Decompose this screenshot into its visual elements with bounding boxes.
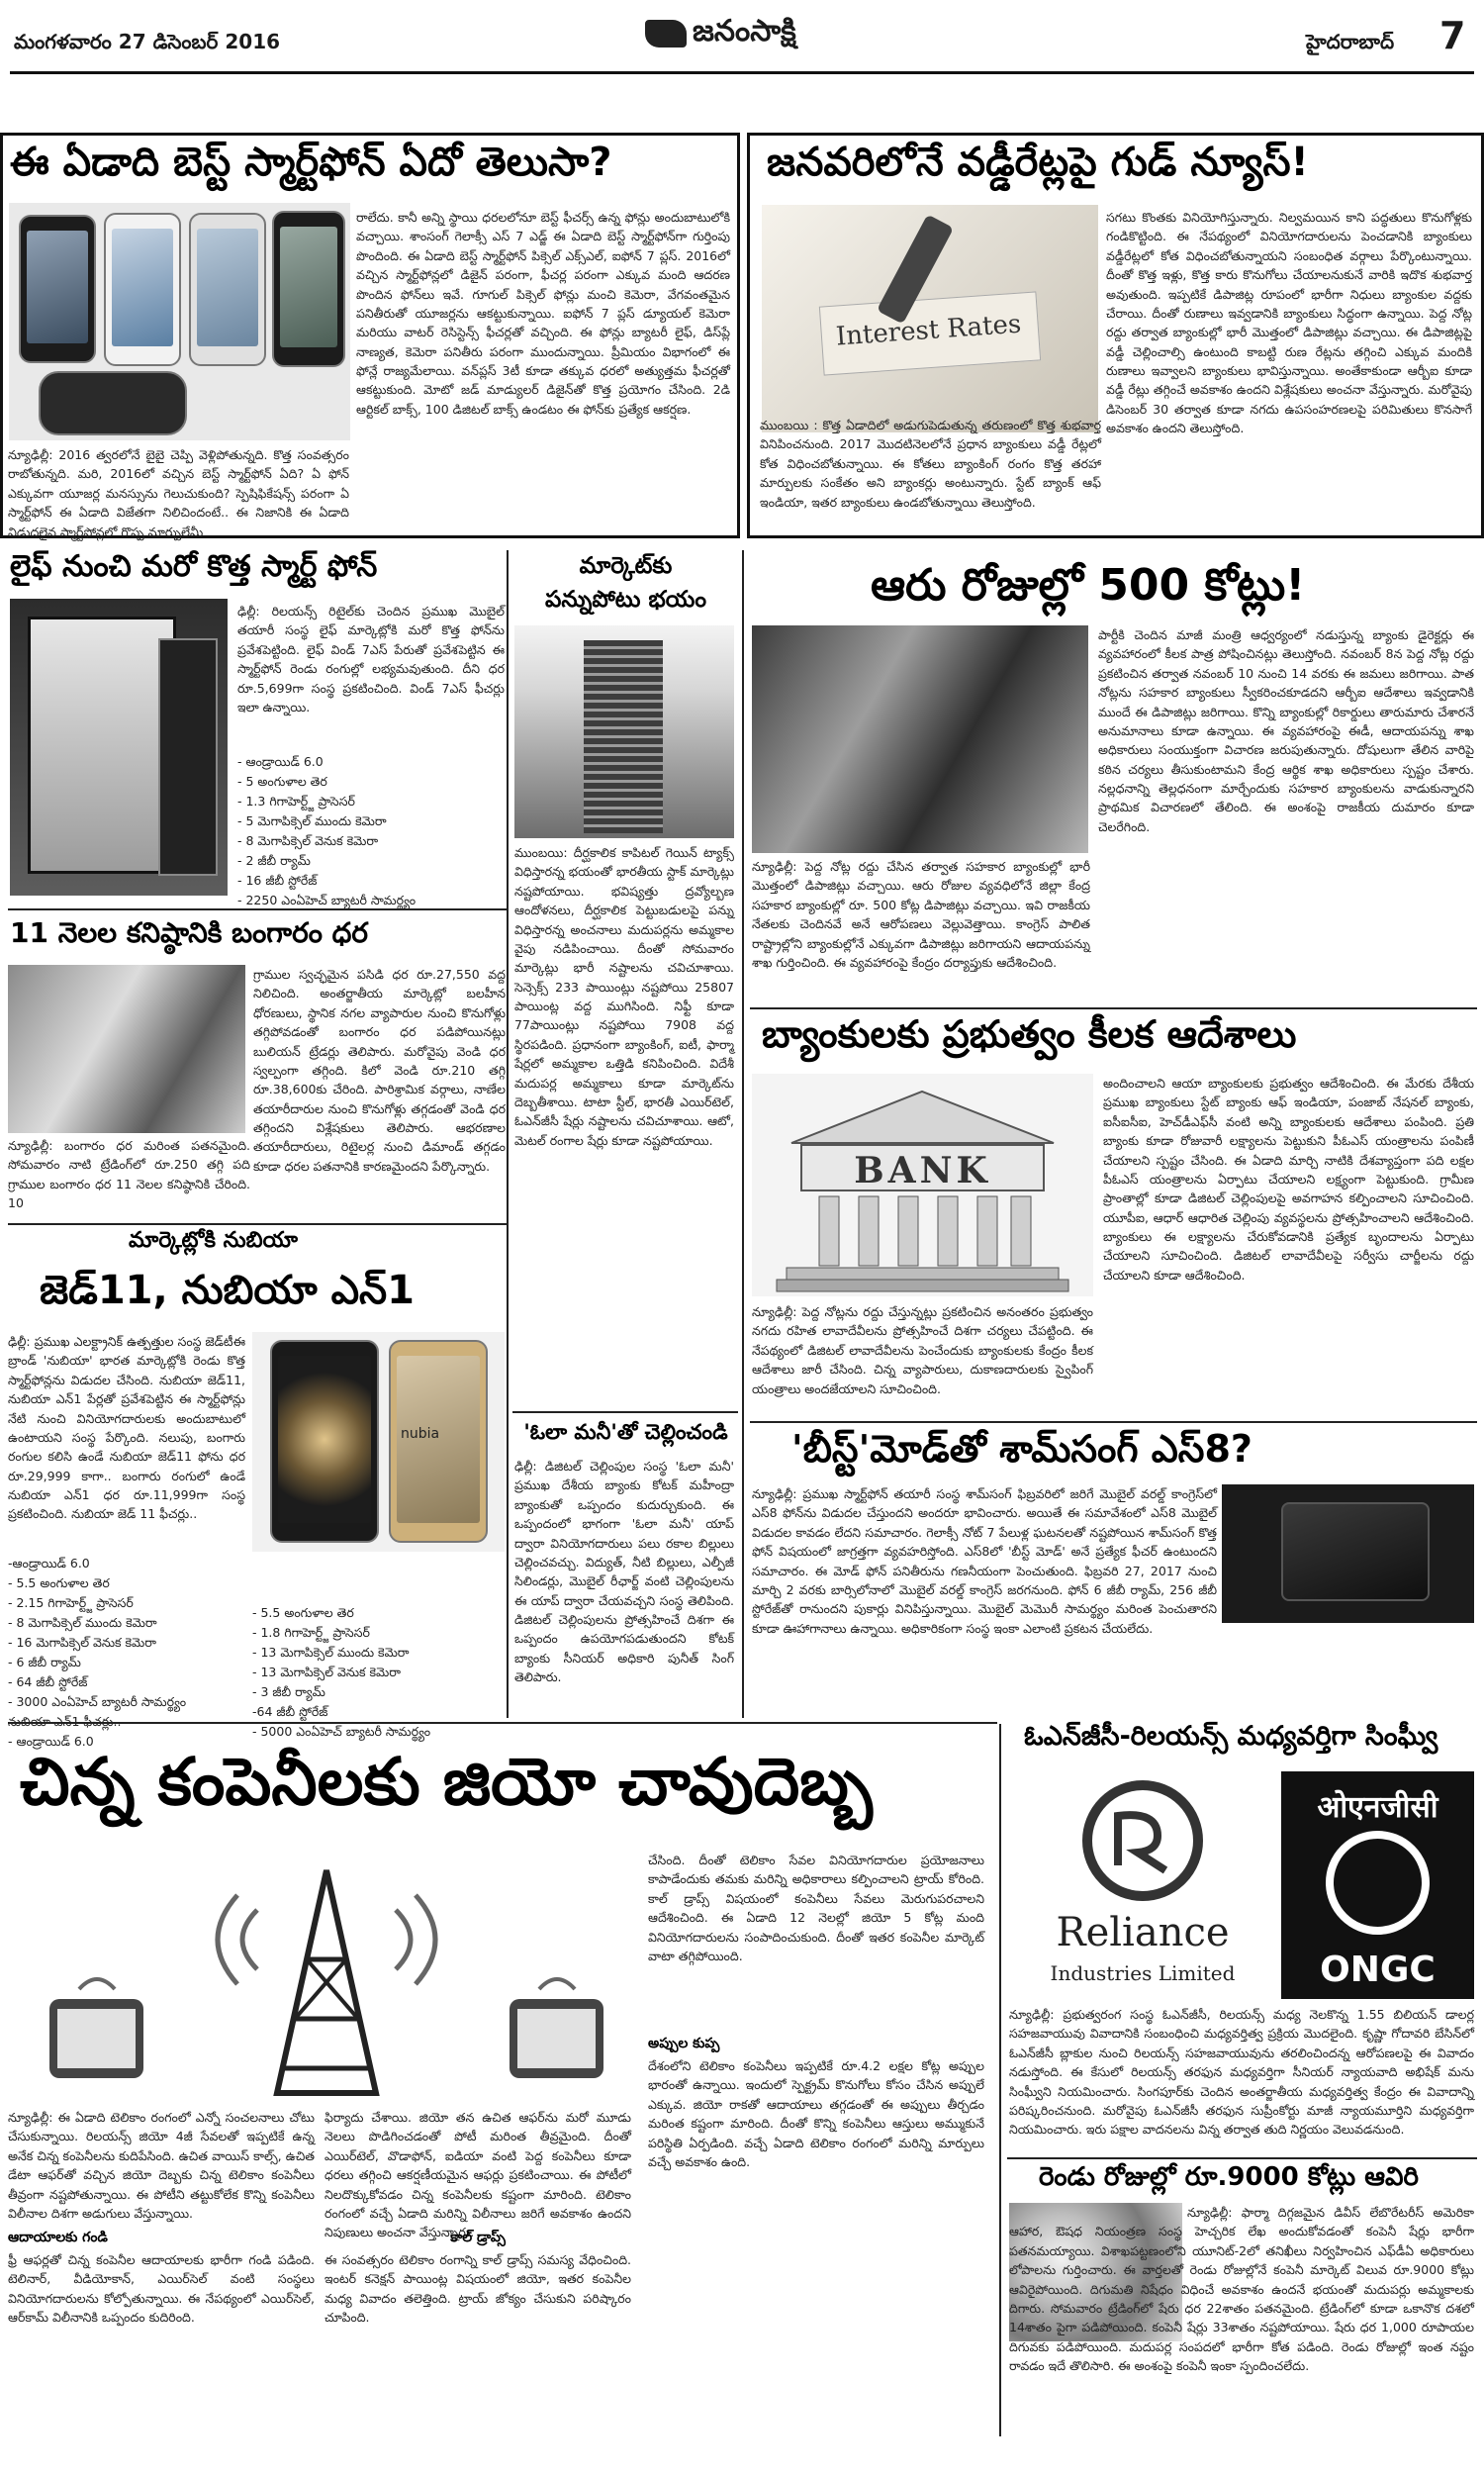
spec-item: - 8 మెగాపిక్సెల్ ముందు కెమెరా [8,1615,157,1630]
spec-item: - 8 మెగాపిక్సెల్ వెనుక కెమెరా [237,833,379,848]
spec-item: - 16 మెగాపిక్సెల్ వెనుక కెమెరా [8,1635,156,1650]
headline-nubia: జెడ్11, నుబియా ఎన్1 [40,1268,415,1313]
divider [8,1722,997,1724]
body-olamoney: ఢిల్లీ: డిజిటల్ చెల్లింపుల సంస్థ 'ఓలా మనీ' ప్రముఖ దేశీయ బ్యాంకు కోటక్ మహీంద్రా బ్యాంకుతో ఒప్పందం కుదుర్చుకుంది. ఈ ఒప్పందంలో భాగంగా 'ఓలా మనీ' యాప్ ద్వారా వినియోగదారులు పలు రకాల బిల్లులు చెల్లించవచ్చు. విద్యుత్, నీటి బిల్లులు, ఎల్పీజీ సిలిండర్లు, మొబైల్ రీఛార్జ్ వంటి చెల్లింపులను ఈ యాప్ ద్వారా చేయవచ్చని సంస్థ తెలిపింది. డిజిటల్ చెల్లింపులను ప్రోత్సహించే దిశగా ఈ ఒప్పందం ఉపయోగపడుతుందని కోటక్ బ్యాంకు సీనియర్ అధికారి పునీత్ సింగ్ తెలిపారు. [514,1459,734,1685]
body-market: ముంబయి: దీర్ఘకాలిక కాపిటల్ గెయిన్ ట్యాక్స్ విధిస్తారన్న భయంతో భారతీయ స్టాక్ మార్కెట్లు నష్టపోయాయి. భవిష్యత్తు ద్రవ్యోల్బణ ఆందోళనలు, దీర్ఘకాలిక పెట్టుబడులపై పన్ను విధిస్తారన్న అంచనాలు మదుపర్లను అమ్మకాల వైపు నడిపించాయి. దీంతో సోమవారం మార్కెట్లు భారీ నష్టాలను చవిచూశాయి. సెన్సెక్స్ 233 పాయింట్లు నష్టపోయి 25807 పాయింట్ల వద్ద ముగిసింది. నిఫ్టీ కూడా 77పాయింట్లు నష్టపోయి 7908 వద్ద స్థిరపడింది. ప్రధానంగా బ్యాంకింగ్, ఐటీ, ఫార్మా షేర్లలో అమ్మకాల ఒత్తిడి కనిపించింది. విదేశీ మదుపర్ల అమ్మకాలు కూడా మార్కెట్‌ను దెబ్బతీశాయి. టాటా స్టీల్, భారతీ ఎయిర్‌టెల్, ఓఎన్‌జీసీ షేర్లు నష్టాలను చవిచూశాయి. ఆటో, మెటల్ రంగాల షేర్లు కూడా నష్టపోయాయి. [514,845,734,1148]
headline-gold: 11 నెలల కనిష్ఠానికి బంగారం ధర [10,916,369,949]
nubia-brand-label: nubia [401,1426,440,1442]
headline-olamoney: 'ఓలా మనీ'తో చెల్లించండి [523,1420,728,1444]
reliance-company-name: Reliance [1056,1910,1230,1955]
signal-tower-icon [10,1851,643,2098]
ongc-logo [1281,1771,1474,1999]
headline-9000: రెండు రోజుల్లో రూ.9000 కోట్లు ఆవిరి [1039,2162,1419,2192]
body-smartphone: రాలేదు. కానీ అన్ని స్థాయి ధరలలోనూ బెస్ట్ ఫీచర్స్ ఉన్న ఫోన్లు అందుబాటులోకి వచ్చాయి. శాంసంగ్ గెలాక్సీ ఎస్ 7 ఎడ్జ్ ఈ ఏడాది బెస్ట్ స్మార్ట్‌ఫోన్‌గా గుర్తింపు పొందింది. ఈ ఏడాది బెస్ట్ స్మార్ట్‌ఫోన్ పిక్సెల్ ఎక్స్ఎల్, ఐఫోన్ 7 ప్లస్. 2016లో వచ్చిన స్మార్ట్‌ఫోన్లలో డిజైన్ పరంగా, ఫీచర్ల పరంగా ఎక్కువ మంది ఆదరణ పొందిన ఫోన్‌లు ఇవే. గూగుల్ పిక్సెల్ ఫోన్లు మంచి కెమెరా, వేగవంతమైన పనితీరుతో యూజర్లను ఆకట్టుకున్నాయి. ఐఫోన్ 7 ప్లస్ డ్యూయల్ కెమెరా మరియు వాటర్ రెసిస్టెన్స్ ఫీచర్లతో వచ్చింది. ఈ ఫోన్లు బ్యాటరీ లైఫ్, డిస్‌ప్లే నాణ్యత, కెమెరా పనితీరు పరంగా ముందున్నాయి. ప్రీమియం విభాగంలో ఈ ఫోన్లే రాజ్యమేలాయి. వన్‌ప్లస్ 3టీ కూడా తక్కువ ధరలో అత్యుత్తమ ఫీచర్లతో ఆకట్టుకుంది. మోటో జడ్ మాడ్యులర్ డిజైన్‌తో కొత్త ప్రయోగం చేసింది. 2డి ఆర్టికల్ బాక్స్, 100 డిజిటల్ బాక్స్ ఉండటం ఈ ఫోన్‌కు ప్రత్యేక ఆకర్షణ. [356,210,730,417]
body-jio-revenue: ఫ్రీ ఆఫర్లతో చిన్న కంపెనీల ఆదాయాలకు భారీగా గండి పడింది. టెలినార్, వీడియోకాన్, ఎయిర్‌సెల్ వంటి సంస్థలు వినియోగదారులను కోల్పోతున్నాయి. ఈ నేపథ్యంలో ఎయిర్‌సెల్, ఆర్‌కామ్ విలీనానికి ఒప్పందం కుదిరింది. [8,2252,315,2326]
paper-logo-icon [645,20,687,48]
column-divider [507,550,509,1718]
headline-market-line1: మార్కెట్‌కు [579,553,673,579]
reliance-logo [1009,1771,1276,1999]
body-banks: అందించాలని ఆయా బ్యాంకులకు ప్రభుత్వం ఆదేశించింది. ఈ మేరకు దేశీయ ప్రముఖ బ్యాంకులు స్టేట్ బ్యాంకు ఆఫ్ ఇండియా, పంజాబ్ నేషనల్ బ్యాంకు, ఐసీఐసీఐ, హెచ్‌డీఎఫ్‌సీ వంటి అన్ని బ్యాంకులకు ఆదేశాలు పంపింది. ప్రతి బ్యాంకు కూడా రోజువారీ లక్ష్యాలను పెట్టుకుని పీఓఎస్ యంత్రాలను పంపిణీ చేయాలని స్పష్టం చేసింది. ఈ ఏడాది మార్చి నాటికి దేశవ్యాప్తంగా పది లక్షల పీఓఎస్ యంత్రాలను ఏర్పాటు చేయాలని లక్ష్యంగా పెట్టుకుంది. గ్రామీణ ప్రాంతాల్లో కూడా డిజిటల్ చెల్లింపులపై అవగాహన కల్పించాలని సూచించింది. యూపీఐ, ఆధార్ ఆధారిత చెల్లింపు వ్యవస్థలను ప్రోత్సహించాలని ఆదేశించింది. బ్యాంకులు ఈ లక్ష్యాలను చేరుకోవడానికి ప్రత్యేక బృందాలను ఏర్పాటు చేయాలని సూచించింది. డిజిటల్ లావాదేవీలపై సర్వీసు చార్జీలను రద్దు చేయాలని కూడా ఆదేశించింది. [1103,1076,1474,1283]
lead-jio: న్యూఢిల్లీ: ఈ ఏడాది టెలికాం రంగంలో ఎన్నో సంచలనాలు చోటు చేసుకున్నాయి. రిలయన్స్ జియో 4జీ సేవలతో ఇప్పటికే ఉన్న అనేక చిన్న కంపెనీలను కుదిపేసింది. ఉచిత వాయిస్ కాల్స్, ఉచిత డేటా ఆఫర్‌తో వచ్చిన జియో దెబ్బకు చిన్న టెలికాం కంపెనీలు తీవ్రంగా నష్టపోతున్నాయి. ఈ పోటీని తట్టుకోలేక కొన్ని కంపెనీలు విలీనాల దిశగా అడుగులు వేస్తున్నాయి. [8,2110,315,2221]
currency-notes-photo [752,625,1088,853]
spec-item: - ఆండ్రాయిడ్ 6.0 [237,754,324,769]
spec-item: - 2 జీబీ ర్యామ్ [237,853,311,868]
ongc-label: ONGC [1320,1950,1436,1990]
spec-item: -ఆండ్రాయిడ్ 6.0 [8,1556,90,1571]
ongc-hindi-label: ओएनजीसी [1317,1790,1438,1825]
bank-photo [752,1074,1093,1296]
interest-rates-label: Interest Rates [834,309,1023,352]
spec-item: - 6 జీబీ ర్యామ్ [8,1655,81,1669]
lead-interest: ముంబయి : కొత్త ఏడాదిలో అడుగుపెడుతున్న తరుణంలో కొత్త శుభవార్త వినిపించనుంది. 2017 మొదటినెలలోనే ప్రధాన బ్యాంకులు వడ్డీ రేట్లలో కోత విధించబోతున్నాయి. ఈ కోతలు బ్యాంకింగ్ రంగం కొత్త తరహా మార్పులకు సంకేతం అని బ్యాంకర్లు అంటున్నారు. స్టేట్ బ్యాంక్ ఆఫ్ ఇండియా, ఇతర బ్యాంకులు ఉండబోతున్నాయి తెలుస్తోంది. [760,418,1101,510]
spec-item: - 5 మెగాపిక్సెల్ ముందు కెమెరా [237,813,387,828]
column-divider [742,550,744,1718]
divider [750,1007,1477,1009]
smartphones-photo [9,203,350,440]
spec-item: - 5000 ఎంఏహెచ్ బ్యాటరీ సామర్థ్యం [252,1724,431,1739]
body-interest: సగటు కొంతకు వినియోగిస్తున్నారు. నిల్వమయిన కాని పద్ధతులు కొనుగోళ్లకు గండికొట్టింది. ఈ నేపథ్యంలో వినియోగదారులను పెంచడానికి బ్యాంకులు వడ్డీరేట్లలో కోత విధించబోతున్నాయని సంబంధిత వర్గాలు పేర్కొంటున్నాయి. దీంతో కొత్త ఇళ్లు, కొత్త కారు కొనుగోలు చేయాలనుకునే వారికి ఇదొక శుభవార్త అవుతుంది. ఇప్పటికే డిపాజిట్ల రూపంలో భారీగా నిధులు బ్యాంకుల వద్దకు చేరాయి. దీంతో రుణాలు ఇవ్వడానికి బ్యాంకులు సిద్ధంగా ఉన్నాయి. పెద్ద నోట్ల రద్దు తర్వాత బ్యాంకుల్లో భారీ మొత్తంలో డిపాజిట్లు వచ్చాయి. ఈ డిపాజిట్లపై వడ్డీ చెల్లించాల్సి ఉంటుంది కాబట్టి రుణ రేట్లను తగ్గించి ఎక్కువ మందికి రుణాలు ఇవ్వాలని బ్యాంకులు భావిస్తున్నాయి. అంతేకాకుండా ఆర్బీఐ కూడా వడ్డీ రేట్లు తగ్గించే అవకాశం ఉందని విశ్లేషకులు అంచనా వేస్తున్నారు. మరోవైపు డిసెంబర్ 30 తర్వాత కూడా నగదు ఉపసంహరణలపై పరిమితులు కొనసాగే అవకాశం ఉందని తెలుస్తోంది. [1106,210,1472,436]
subhead-jio-debt: అప్పుల కుప్ప [648,2036,720,2051]
body-jio-col2: ఫిర్యాదు చేశాయి. జియో తన ఉచిత ఆఫర్‌ను మరో మూడు నెలలు పొడిగించడంతో పోటీ మరింత తీవ్రమైంది. దీంతో ఎయిర్‌టెల్, వొడాఫోన్, ఐడియా వంటి పెద్ద కంపెనీలు కూడా ధరలు తగ్గించి ఆకర్షణీయమైన ఆఫర్లు ప్రకటించాయి. ఈ పోటీలో నిలదొక్కుకోవడం చిన్న కంపెనీలకు కష్టంగా మారింది. టెలికాం రంగంలో వచ్చే ఏడాది మరిన్ని విలీనాలు జరిగే అవకాశం ఉందని నిపుణులు అంచనా వేస్తున్నారు. [325,2110,631,2240]
divider [8,1223,508,1225]
headline-lyf: లైఫ్ నుంచి మరో కొత్త స్మార్ట్ ఫోన్ [10,549,378,584]
spec-item: - 64 జీబీ స్టోరేజ్ [8,1674,88,1689]
headline-banks: బ్యాంకులకు ప్రభుత్వం కీలక ఆదేశాలు [762,1012,1297,1056]
samsung-s8-photo [1222,1484,1474,1623]
spec-item: - 13 మెగాపిక్సెల్ వెనుక కెమెరా [252,1665,401,1679]
spec-item: - 5.5 అంగుళాల తెర [252,1605,354,1620]
body-nubia: ఢిల్లీ: ప్రముఖ ఎలక్ట్రానిక్ ఉత్పత్తుల సంస్థ జెడ్‌టీఈ బ్రాండ్ 'నుబియా' భారత మార్కెట్లోకి రెండు కొత్త స్మార్ట్‌ఫోన్లను విడుదల చేసింది. నుబియా జెడ్11, నుబియా ఎన్1 పేర్లతో ప్రవేశపెట్టిన ఈ స్మార్ట్‌ఫోన్లు నేటి నుంచి వినియోగదారులకు అందుబాటులో ఉంటాయని సంస్థ పేర్కొంది. నలుపు, బంగారు రంగుల కలిసి ఉండే నుబియా జెడ్11 ఫోను ధర రూ.29,999 కాగా.. బంగారు రంగులో ఉండే నుబియా ఎన్1 ధర రూ.11,999గా సంస్థ ప్రకటించింది. నుబియా జెడ్ 11 ఫీచర్లు.. [8,1334,245,1522]
spec-item: - 5 అంగుళాల తెర [237,774,327,789]
reliance-company-sub: Industries Limited [1050,1961,1236,1985]
spec-item: - 1.8 గిగాహెర్ట్జ్ ప్రాసెసర్ [252,1625,370,1640]
kicker-nubia: మార్కెట్లోకి నుబియా [129,1228,298,1253]
specs-lyf [237,752,505,910]
spec-item: - 2250 ఎంఏహెచ్ బ్యాటరీ సామర్థ్యం [237,893,417,907]
edition-city: హైదరాబాద్ [1306,30,1395,53]
headline-market-line2: పన్నుపోటు భయం [544,587,707,613]
subhead-jio-calldrops: కాల్ డ్రాప్స్ [450,2230,506,2245]
spec-item: - 13 మెగాపిక్సెల్ ముందు కెమెరా [252,1645,410,1660]
nubia-phones-photo [252,1332,505,1552]
body-jio-debt: దేశంలోని టెలికాం కంపెనీలు ఇప్పటికే రూ.4.2 లక్షల కోట్ల అప్పుల భారంతో ఉన్నాయి. ఇందులో స్పెక్ట్రమ్ కొనుగోలు కోసం చేసిన అప్పులే ఎక్కువ. జియో రాకతో ఆదాయాలు తగ్గడంతో ఈ అప్పులు తీర్చడం మరింత కష్టంగా మారింది. దీంతో కొన్ని కంపెనీలు ఆస్తులు అమ్ముకునే పరిస్థితి ఏర్పడింది. వచ్చే ఏడాది టెలికాం రంగంలో మరిన్ని మార్పులు వచ్చే అవకాశం ఉంది. [648,2058,984,2169]
body-reliance: న్యూఢిల్లీ: ప్రభుత్వరంగ సంస్థ ఓఎన్‌జీసీ, రిలయన్స్ మధ్య నెలకొన్న 1.55 బిలియన్ డాలర్ల సహజవాయువు వివాదానికి సంబంధించి మధ్యవర్తిత్వ ప్రక్రియ మొదలైంది. కృష్ణా గోదావరి బేసిన్‌లో ఓఎన్‌జీసీ బ్లాకుల నుంచి రిలయన్స్ సహజవాయువును తరలించిందన్న ఆరోపణలపై ఈ వివాదం నడుస్తోంది. ఈ కేసులో రిలయన్స్ తరఫున మధ్యవర్తిగా సీనియర్ న్యాయవాది అభిషేక్ మను సింఘ్వీని నియమించారు. సింగపూర్‌కు చెందిన అంతర్జాతీయ మధ్యవర్తిత్వ కేంద్రం ఈ వివాదాన్ని పరిష్కరించనుంది. మరోవైపు ఓఎన్‌జీసీ తరఫున సుప్రీంకోర్టు మాజీ న్యాయమూర్తిని మధ్యవర్తిగా నియమించారు. ఇరు పక్షాల వాదనలను విన్న తర్వాత తుది నిర్ణయం వెలువడనుంది. [1009,2007,1474,2138]
bank-sign-label: BANK [854,1150,991,1191]
divider [512,1411,738,1413]
headline-500crore: ఆరు రోజుల్లో 500 కోట్లు! [871,560,1306,611]
body-s8-part1: న్యూఢిల్లీ: ప్రముఖ స్మార్ట్‌ఫోన్ తయారీ సంస్థ శామ్‌సంగ్ ఫిబ్రవరిలో జరిగే మొబైల్ వరల్డ్ కాంగ్రెస్‌లో ఎస్8 ఫోన్‌ను విడుదల చేస్తుందని అందరూ భావించారు. అయితే ఈ సమావేశంలో ఎస్8 మొబైల్ విడుదల కావడం లేదని సమాచారం. గెలాక్సీ నోట్ 7 పేలుళ్ల ఘటనలతో నష్టపోయిన శామ్‌సంగ్ కొత్త ఫోన్ విషయంలో జాగ్రత్తగా వ్యవహరిస్తోంది. ఎస్8లో 'బీస్ట్ మోడ్' అనే ప్రత్యేక ఫీచర్ ఉంటుందని సమాచారం. ఈ మోడ్ ఫోన్ పనితీరును గణనీయంగా పెంచుతుంది. ఫిబ్రవరి 27, 2017 నుంచి మార్చి 2 వరకు బార్సిలోనాలో మొబైల్ వరల్డ్ కాంగ్రెస్ జరగనుంది. ఫోన్ 6 జీబీ ర్యామ్, 256 జీబీ స్టోరేజ్‌తో రానుందని పుకార్లు వినిపిస్తున్నాయి. మొబైల్ మెమొరీ సామర్థ్యం మరింత పెంచుతారని కూడా ఊహాగానాలు ఉన్నాయి. అధికారికంగా సంస్థ ఇంకా ఎలాంటి ప్రకటన చేయలేదు. [752,1486,1217,1636]
interest-rates-photo [762,205,1098,432]
page-number: 7 [1439,14,1466,57]
body-500crore: పార్టీకి చెందిన మాజీ మంత్రి ఆధ్వర్యంలో నడుస్తున్న బ్యాంకు డైరెక్టర్లు ఈ వ్యవహారంలో కీలక పాత్ర పోషించినట్లు తెలుస్తోంది. నవంబర్ 8న పెద్ద నోట్ల రద్దు ప్రకటించిన తర్వాత నవంబర్ 10 నుంచి 14 వరకు ఈ జమలు జరిగాయి. పాత నోట్లను సహకార బ్యాంకులు స్వీకరించకూడదని ఆర్బీఐ ఆదేశాలు ఇవ్వడానికి ముందే ఈ డిపాజిట్లు జరిగాయి. కొన్ని బ్యాంకుల్లో రికార్డులు తారుమారు చేశారనే అనుమానాలు కూడా ఉన్నాయి. ఈ వ్యవహారంపై ఈడీ, ఆదాయపన్ను శాఖ అధికారులు సంయుక్తంగా విచారణ జరుపుతున్నారు. దోషులుగా తేలిన వారిపై కఠిన చర్యలు తీసుకుంటామని కేంద్ర ఆర్థిక శాఖ అధికారులు స్పష్టం చేశారు. నల్లధనాన్ని తెల్లధనంగా మార్చేందుకు సహకార బ్యాంకులను వాడుకున్నారని ప్రాథమిక విచారణలో తేలింది. ఈ అంశంపై రాజకీయ దుమారం కూడా చెలరేగింది. [1098,627,1474,834]
divider [750,1421,1477,1423]
lead-banks: న్యూఢిల్లీ: పెద్ద నోట్లను రద్దు చేస్తున్నట్లు ప్రకటించిన అనంతరం ప్రభుత్వం నగదు రహిత లావాదేవీలను ప్రోత్సహించే దిశగా చర్యలు చేపట్టింది. ఈ నేపథ్యంలో డిజిటల్ లావాదేవీలను పెంచేందుకు బ్యాంకులకు కేంద్రం కీలక ఆదేశాలు జారీ చేసింది. చిన్న వ్యాపారులు, దుకాణదారులకు స్వైపింగ్ యంత్రాలు అందజేయాలని సూచించింది. [752,1304,1093,1396]
body-9000: న్యూఢిల్లీ: ఫార్మా దిగ్గజమైన డివీస్ లేబొరేటరీస్ అమెరికా ఆహార, ఔషధ నియంత్రణ సంస్థ హెచ్చరిక లేఖ అందుకోవడంతో కంపెనీ షేర్లు భారీగా పతనమయ్యాయి. విశాఖపట్టణంలోని యూనిట్-2లో తనిఖీలు నిర్వహించిన ఎఫ్‌డీఏ అధికారులు లోపాలను గుర్తించారు. ఈ వార్తలతో రెండు రోజుల్లోనే కంపెనీ మార్కెట్ విలువ రూ.9000 కోట్లు ఆవిరైపోయింది. దిగుమతి నిషేధం విధించే అవకాశం ఉందనే భయంతో మదుపర్లు అమ్మకాలకు దిగారు. సోమవారం ట్రేడింగ్‌లో షేరు ధర 22శాతం పతనమైంది. ట్రేడింగ్‌లో కూడా ఒకానొక దశలో 14శాతం పైగా పడిపోయింది. కంపెనీ షేర్లు 33శాతం నష్టపోయాయి. షేరు ధర 1,000 రూపాయల దిగువకు పడిపోయింది. మదుపర్ల సంపదలో భారీగా కోత పడింది. రెండు రోజుల్లో ఇంత నష్టం రావడం ఇదే తొలిసారి. ఈ అంశంపై కంపెనీ ఇంకా స్పందించలేదు. [1009,2205,1474,2373]
spec-item: - 16 జీబీ స్టోరేజ్ [237,873,318,888]
spec-item: -64 జీబీ స్టోరేజ్ [252,1704,328,1719]
spec-item: - 5.5 అంగుళాల తెర [8,1575,110,1590]
divider [1007,2157,1477,2159]
reliance-logo-icon [1009,1771,1276,1910]
spec-item: - 3 జీబీ ర్యామ్ [252,1684,325,1699]
body-jio-calldrops: ఈ సంవత్సరం టెలికాం రంగాన్ని కాల్ డ్రాప్స్ సమస్య వేధించింది. ఇంటర్ కనెక్షన్ పాయింట్ల విషయంలో జియో, ఇతర కంపెనీల మధ్య వివాదం తలెత్తింది. ట్రాయ్ జోక్యం చేసుకుని పరిష్కారం చూపింది. [325,2252,631,2326]
body-s8-part2 [752,1625,1474,1712]
headline-s8: 'బీస్ట్'మోడ్‌తో శామ్‌సంగ్ ఎస్8? [791,1427,1252,1471]
ongc-emblem-icon [1326,1831,1430,1935]
headline-smartphone: ఈ ఏడాది బెస్ట్ స్మార్ట్‌ఫోన్ ఏదో తెలుసా? [10,140,612,185]
masthead [0,0,1484,79]
specs-nubia-n1 [252,1603,505,1742]
lead-smartphone: న్యూఢిల్లీ: 2016 త్వరలోనే బైబై చెప్పి వెళ్లిపోతున్నది. కొత్త సంవత్సరం రాబోతున్నది. మరి, 2016లో వచ్చిన బెస్ట్ స్మార్ట్‌ఫోన్ ఏది? ఏ ఫోన్ ఎక్కువగా యూజర్ల మనస్సును గెలుచుకుంది? స్పెషిఫికేషన్స్ పరంగా ఏ స్మార్ట్‌ఫోన్ ఈ ఏడాది విజేతగా నిలిచిందంటే.. ఈ నిజానికి ఈ ఏడాది విడుదలైన స్మార్ట్‌ఫోన్లలో గొప్ప మార్పులేమీ [8,447,349,539]
lead-gold: న్యూఢిల్లీ: బంగారం ధర మరింత పతనమైంది. సోమవారం నాటి ట్రేడింగ్‌లో రూ.250 తగ్గి పది గ్రాముల బంగారం ధర 11 నెలల కనిష్ఠానికి చేరింది. 10 [8,1138,250,1211]
headline-jio: చిన్న కంపెనీలకు జియో చావుదెబ్బ [20,1744,874,1820]
spec-item: - 1.3 గిగాహెర్ట్జ్ ప్రాసెసర్ [237,794,355,809]
subhead-jio-revenue: ఆదాయాలకు గండి [8,2230,108,2245]
body-gold: గ్రాముల స్వచ్ఛమైన పసిడి ధర రూ.27,550 వద్ద నిలిచింది. అంతర్జాతీయ మార్కెట్లో బలహీన ధోరణులు, స్థానిక నగల వ్యాపారుల నుంచి కొనుగోళ్లు తగ్గిపోవడంతో బంగారం ధర పడిపోయినట్లు బులియన్ ట్రేడర్లు తెలిపారు. మరోవైపు వెండి ధర స్వల్పంగా తగ్గింది. కిలో వెండి రూ.210 తగ్గి రూ.38,600కు చేరింది. పారిశ్రామిక వర్గాలు, నాణేల తయారీదారుల నుంచి కొనుగోళ్లు తగ్గడంతో వెండి ధర తగ్గిందని విశ్లేషకులు తెలిపారు. ఆభరణాల తయారీదారులు, రిటైలర్ల నుంచి డిమాండ్ తగ్గడం కూడా ధరల పతనానికి కారణమైందని పేర్కొన్నారు. [253,967,506,1174]
spec-item: - 3000 ఎంఏహెచ్ బ్యాటరీ సామర్థ్యం [8,1694,187,1709]
lyf-phone-photo [10,599,228,896]
gold-bangles-photo [8,965,245,1133]
masthead-divider [10,71,1474,74]
stock-exchange-photo [514,625,734,838]
jio-tower-photo [10,1851,643,2098]
spec-item: - ఆండ్రాయిడ్ 6.0 [8,1734,94,1749]
spec-item: - 2.15 గిగాహెర్ట్జ్ ప్రాసెసర్ [8,1595,134,1610]
lead-500crore: న్యూఢిల్లీ: పెద్ద నోట్ల రద్దు చేసిన తర్వాత సహకార బ్యాంకుల్లో భారీ మొత్తంలో డిపాజిట్లు వచ్చాయి. ఆరు రోజుల వ్యవధిలోనే జిల్లా కేంద్ర సహకార బ్యాంకుల్లో రూ. 500 కోట్ల డిపాజిట్లు వచ్చాయి. ఇవి రాజకీయ నేతలకు చెందినవే అనే ఆరోపణలు వెల్లువెత్తాయి. కాంగ్రెస్ పాలిత రాష్ట్రాల్లోని బ్యాంకుల్లోనే ఎక్కువగా డిపాజిట్లు జరిగాయని ఆదాయపన్ను శాఖ గుర్తించింది. ఈ వ్యవహారంపై కేంద్రం దర్యాప్తుకు ఆదేశించింది. [752,859,1090,970]
headline-interest: జనవరిలోనే వడ్డీరేట్లపై గుడ్ న్యూస్! [767,140,1309,185]
body-lyf: ఢిల్లీ: రిలయన్స్ రిటైల్‌కు చెందిన ప్రముఖ మొబైల్ తయారీ సంస్థ లైఫ్ మార్కెట్లోకి మరో కొత్త ఫోన్‌ను ప్రవేశపెట్టింది. లైఫ్ విండ్ 7ఎస్ పేరుతో ప్రవేశపెట్టిన ఈ స్మార్ట్‌ఫోన్ రెండు రంగుల్లో లభ్యమవుతుంది. దీని ధర రూ.5,699గా సంస్థ ప్రకటించింది. విండ్ 7ఎస్ ఫీచర్లు ఇలా ఉన్నాయి. [237,604,505,714]
issue-date: మంగళవారం 27 డిసెంబర్ 2016 [14,30,281,53]
paper-name: జనంసాక్షి [693,14,796,48]
divider [8,908,508,910]
headline-reliance: ఓఎన్‌జీసీ-రిలయన్స్ మధ్యవర్తిగా సింఘ్వీ [1024,1721,1438,1752]
column-divider [999,1724,1001,2436]
body-jio-col3: చేసింది. దీంతో టెలికాం సేవల వినియోగదారుల ప్రయోజనాలు కాపాడేందుకు తమకు మరిన్ని అధికారాలు కల్పించాలని ట్రాయ్ కోరింది. కాల్ డ్రాప్స్ విషయంలో కంపెనీలు సేవలు మెరుగుపరచాలని ఆదేశించింది. ఈ ఏడాది 12 నెలల్లో జియో 5 కోట్ల మంది వినియోగదారులను సంపాదించుకుంది. దీంతో ఇతర కంపెనీల మార్కెట్ వాటా తగ్గిపోయింది. [648,1853,984,1963]
